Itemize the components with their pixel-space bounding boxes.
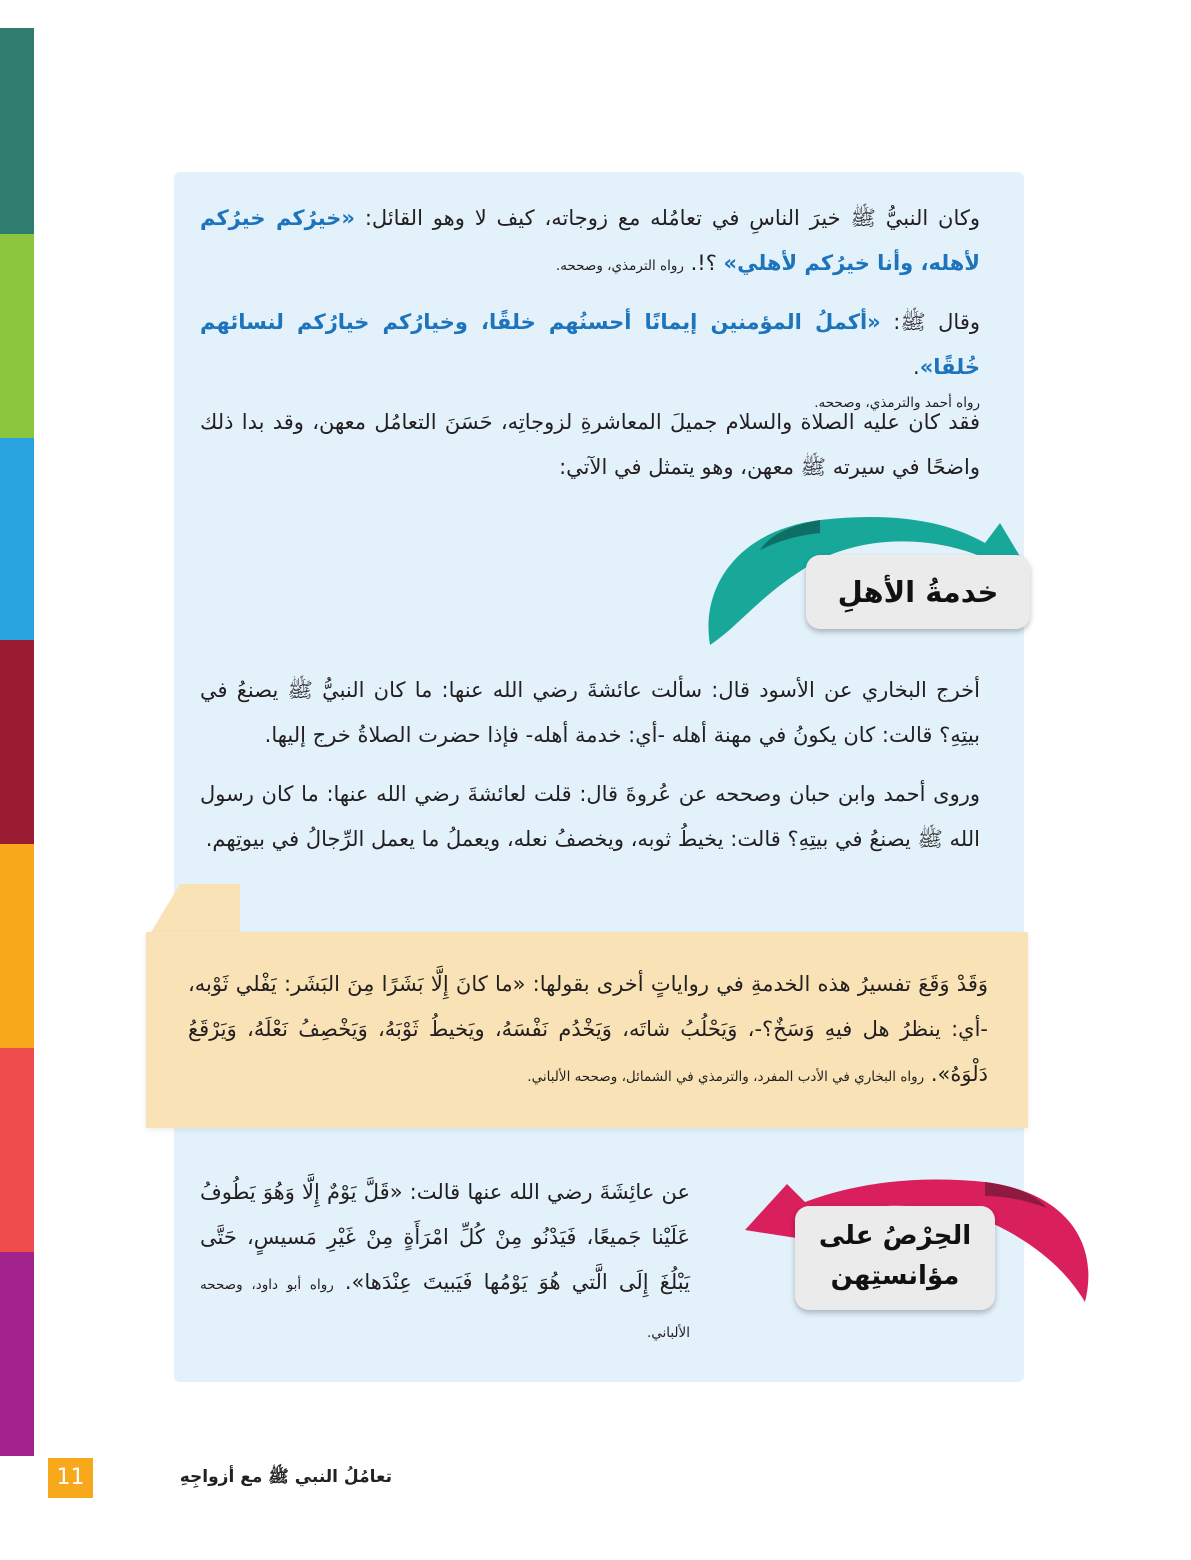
color-strip-red <box>0 1048 34 1252</box>
section2-paragraph <box>200 1170 690 1356</box>
intro-text-1: وكان النبيُّ ﷺ خيرَ الناسِ في تعامُله مع زوجاته، كيف لا وهو القائل: <box>354 206 980 230</box>
hadith-source-1: رواه الترمذي، وصححه. <box>555 258 684 274</box>
section2-title-line1: الحِرْصُ على <box>818 1221 972 1251</box>
note-text: وَقَدْ وَقَعَ تفسيرُ هذه الخدمةِ في رواياتٍ أخرى بقولها: «ما كانَ إِلَّا بَشَرًا مِنَ البَشَر: يَفْلي ثَوْبه، -أي: ينظرُ هل فيهِ وَسَخٌ؟-، وَيَحْلُبُ شاتَه، وَيَخْدُم نَفْسَهُ، ويَخيطُ ثَوْبَهُ، وَيَخْصِفُ نَعْلَهُ، وَيَرْقَعُ دَلْوَهُ». <box>188 972 988 1086</box>
page-number: 11 <box>48 1458 93 1498</box>
section2-title-line2: مؤانستِهن <box>830 1261 960 1291</box>
hadith-quote-2: «أكملُ المؤمنين إيمانًا أحسنُهم خلقًا، وخيارُكم خيارُكم لنسائهم خُلقًا» <box>200 310 980 379</box>
section2-title-tag <box>795 1206 995 1310</box>
footer-title: تعامُلُ النبي ﷺ مع أزواجِهِ <box>179 1467 392 1487</box>
hadith-quote-1: «خيرُكم خيرُكم لأهله، وأنا خيرُكم لأهلي» <box>200 206 980 275</box>
section2-text: عن عائِشَةَ رضي الله عنها قالت: «قَلَّ يَوْمٌ إِلَّا وَهُوَ يَطُوفُ عَلَيْنا جَميعًا، فَيَدْنُو مِنْ كُلِّ امْرَأَةٍ مِنْ غَيْرِ مَسيسٍ، حَتَّى يَبْلُغَ إِلَى الَّتي هُوَ يَوْمُها فَيَبيتَ عِنْدَها». <box>200 1180 690 1294</box>
color-strip-teal <box>0 28 34 234</box>
hadith-source-2: رواه أحمد والترمذي، وصححه. <box>814 395 980 411</box>
section1-paragraph-1: أخرج البخاري عن الأسود قال: سألت عائشةَ رضي الله عنها: ما كان النبيُّ ﷺ يصنعُ في بيتِهِ؟ قالت: كان يكونُ في مهنة أهله -أي: خدمة أهله- فإذا حضرت الصلاةُ خرج إليها. <box>200 678 980 747</box>
note-paragraph <box>188 962 988 1100</box>
color-strip-blue <box>0 438 34 640</box>
color-strip-purple <box>0 1252 34 1456</box>
intro-paragraph-1 <box>200 196 980 289</box>
intro-end-2: . <box>913 355 920 379</box>
intro-end-1: ؟!. <box>683 251 724 275</box>
note-pointer-shape <box>150 884 250 934</box>
intro-paragraph-3: فقد كان عليه الصلاة والسلام جميلَ المعاشرةِ لزوجاتِه، حَسَنَ التعامُل معهن، وقد بدا ذلك واضحًا في سيرته ﷺ معهن، وهو يتمثل في الآتي: <box>200 410 980 479</box>
color-strip-green <box>0 234 34 438</box>
section2-source: رواه أبو داود، وصححه الألباني. <box>200 1277 690 1341</box>
color-strip-orange <box>0 844 34 1048</box>
section1-paragraph-2: وروى أحمد وابن حبان وصححه عن عُروةَ قال: قلت لعائشةَ رضي الله عنها: ما كان رسول الله ﷺ يصنعُ في بيتِهِ؟ قالت: يخيطُ ثوبه، ويخصفُ نعله، ويعملُ ما يعمل الرِّجالُ في بيوتِهم. <box>200 782 980 851</box>
intro-text-2: وقال ﷺ: <box>880 310 980 334</box>
note-source: رواه البخاري في الأدب المفرد، والترمذي في الشمائل، وصححه الألباني. <box>527 1069 925 1085</box>
section1-title: خدمةُ الأهلِ <box>837 575 999 609</box>
color-strip-maroon <box>0 640 34 844</box>
section1-title-tag <box>806 555 1030 629</box>
intro-paragraph-2 <box>200 300 980 416</box>
